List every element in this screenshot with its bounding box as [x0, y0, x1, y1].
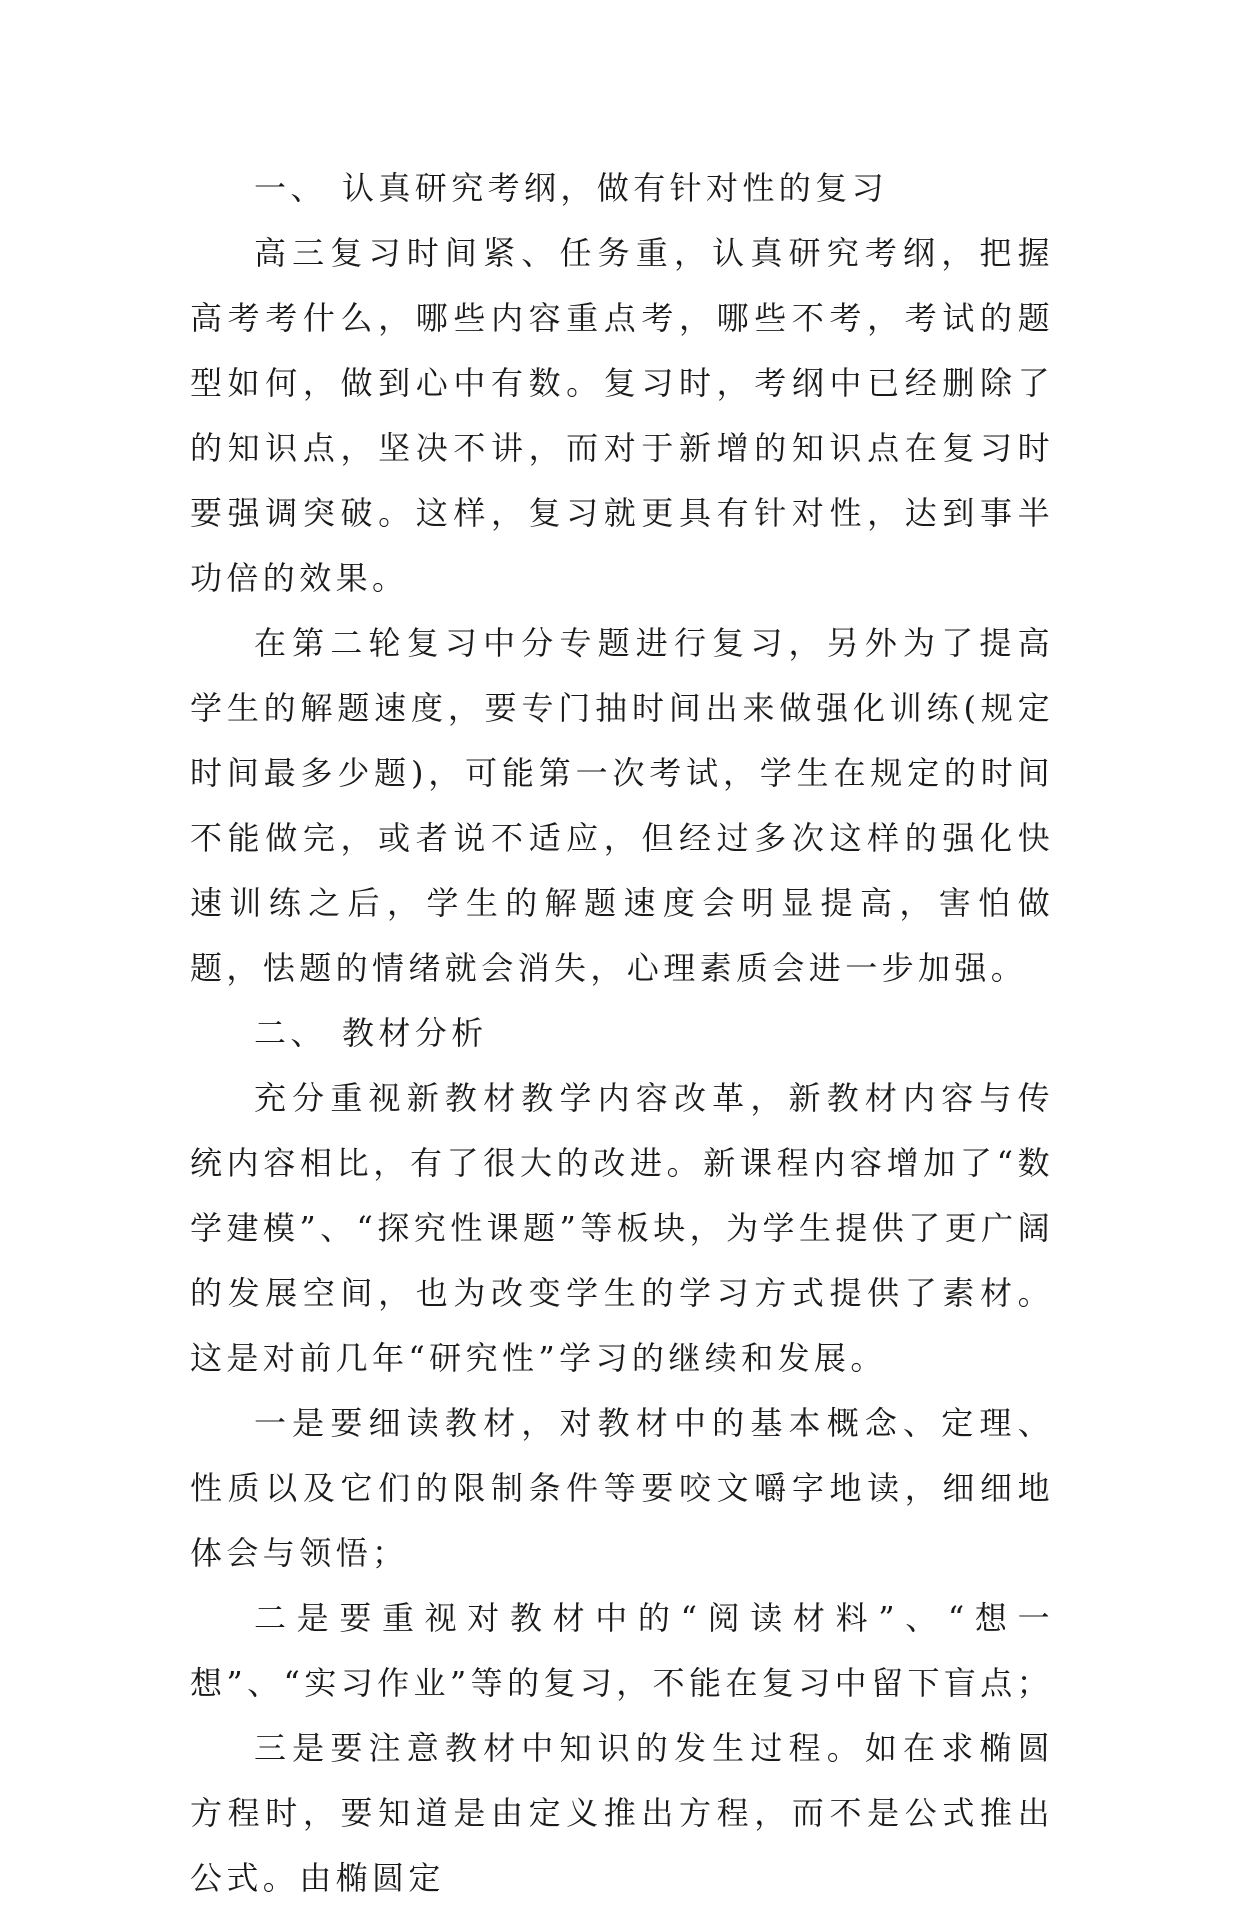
paragraph: 二是要重视对教材中的“阅读材料”、“想一想”、“实习作业”等的复习，不能在复习中留下盲点； [190, 1599, 1054, 1702]
document-page [190, 156, 1054, 1911]
paragraph: 高三复习时间紧、任务重，认真研究考纲，把握高考考什么，哪些内容重点考，哪些不考，考试的题型如何，做到心中有数。复习时，考纲中已经删除了的知识点，坚决不讲，而对于新增的知识点在复习时要强调突破。这样，复习就更具有针对性，达到事半功倍的效果。 [190, 234, 1054, 597]
paragraph: 一是要细读教材，对教材中的基本概念、定理、性质以及它们的限制条件等要咬文嚼字地读，细细地体会与领悟； [190, 1404, 1054, 1572]
section-heading-1 [190, 156, 1054, 221]
paragraph: 在第二轮复习中分专题进行复习，另外为了提高学生的解题速度，要专门抽时间出来做强化训练(规定时间最多少题)，可能第一次考试，学生在规定的时间不能做完，或者说不适应，但经过多次这样的强化快速训练之后，学生的解题速度会明显提高，害怕做题，怯题的情绪就会消失，心理素质会进一步加强。 [190, 624, 1054, 987]
paragraph: 充分重视新教材教学内容改革，新教材内容与传统内容相比，有了很大的改进。新课程内容增加了“数学建模”、“探究性课题”等板块，为学生提供了更广阔的发展空间，也为改变学生的学习方式提供了素材。这是对前几年“研究性”学习的继续和发展。 [190, 1079, 1054, 1377]
section-number-1: 一、 [254, 169, 327, 207]
section-heading-2 [190, 1001, 1054, 1066]
section-title-1: 认真研究考纲，做有针对性的复习 [342, 169, 889, 207]
paragraph: 三是要注意教材中知识的发生过程。如在求椭圆方程时，要知道是由定义推出方程，而不是公式推出公式。由椭圆定 [190, 1729, 1054, 1897]
section-number-2: 二、 [254, 1014, 327, 1052]
section-title-2: 教材分析 [342, 1014, 488, 1052]
